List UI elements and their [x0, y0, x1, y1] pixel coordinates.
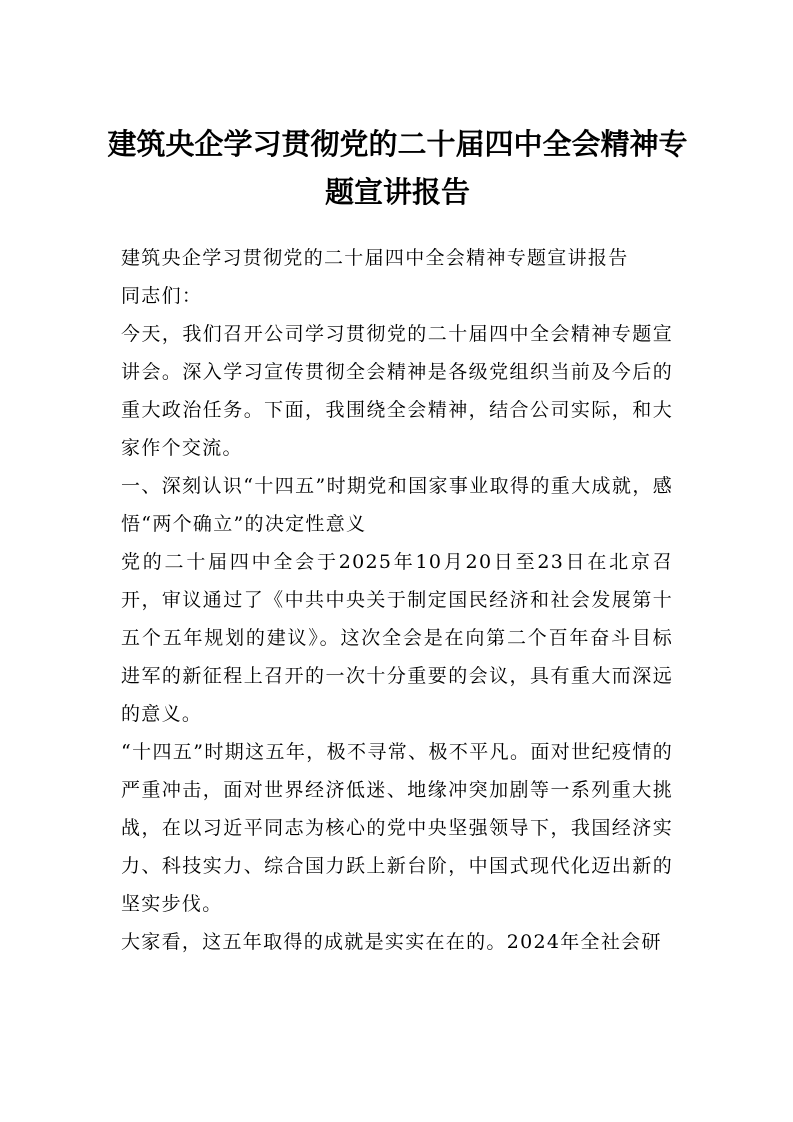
- document-body: [121, 239, 673, 961]
- paragraph-intro: 今天，我们召开公司学习贯彻党的二十届四中全会精神专题宣讲会。深入学习宣传贯彻全会精神是各级党组织当前及今后的重大政治任务。下面，我围绕全会精神，结合公司实际，和大家作个交流。: [121, 323, 673, 459]
- document-title: 建筑央企学习贯彻党的二十届四中全会精神专题宣讲报告: [107, 127, 688, 209]
- paragraph-achievements: 大家看，这五年取得的成就是实实在在的。2024年全社会研: [121, 931, 662, 953]
- paragraph-plenum-overview: 党的二十届四中全会于2025年10月20日至23日在北京召开，审议通过了《中共中央关于制定国民经济和社会发展第十五个五年规划的建议》。这次全会是在向第二个百年奋斗目标进军的新征程上召开的一次十分重要的会议，具有重大而深远的意义。: [121, 551, 673, 725]
- paragraph-five-years: “十四五”时期这五年，极不寻常、极不平凡。面对世纪疫情的严重冲击，面对世界经济低迷、地缘冲突加剧等一系列重大挑战，在以习近平同志为核心的党中央坚强领导下，我国经济实力、科技实力、综合国力跃上新台阶，中国式现代化迈出新的坚实步伐。: [121, 741, 673, 915]
- section-heading-one: 一、深刻认识“十四五”时期党和国家事业取得的重大成就，感悟“两个确立”的决定性意义: [121, 475, 673, 535]
- paragraph-repeated-title: 建筑央企学习贯彻党的二十届四中全会精神专题宣讲报告: [121, 247, 629, 269]
- paragraph-salutation: 同志们：: [121, 285, 203, 307]
